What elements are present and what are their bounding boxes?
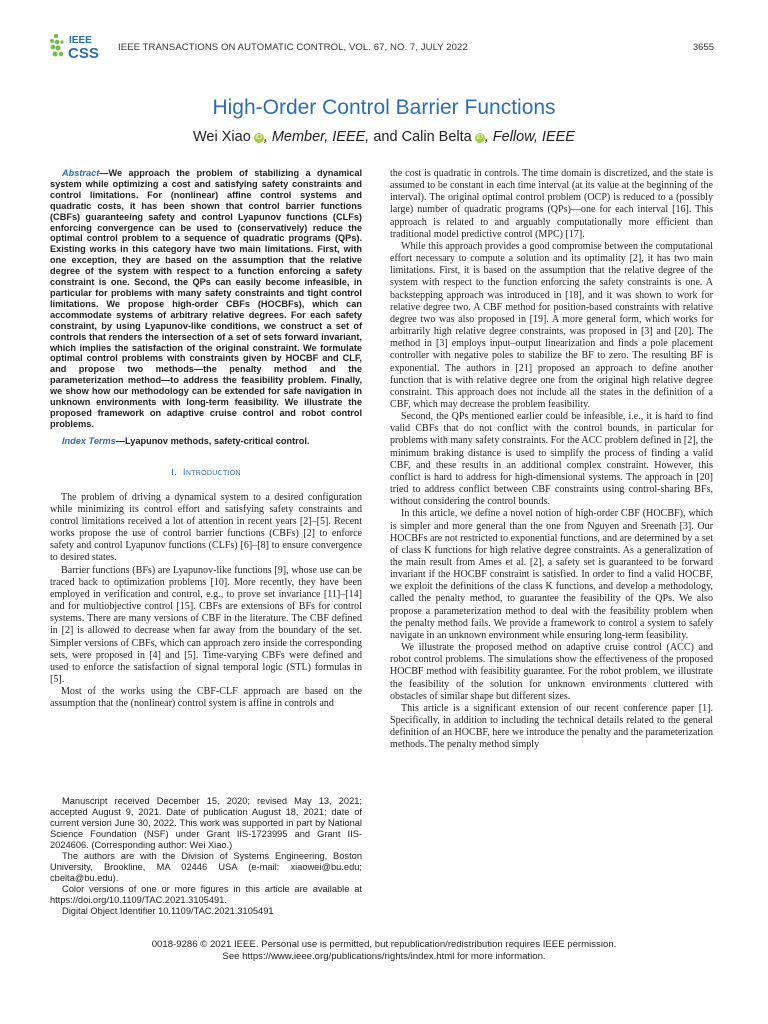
body-paragraph: The problem of driving a dynamical system to a desired configuration while minimizing its control effort and satisfying safety constraints and control limitations received a lot of attention in recent years [2]–[5]. Recent works propose the use of control barrier functions (CBFs) [2] to enforce safety and control Lyapunov functions (CLFs) [6]–[8] to ensure convergence to desired states. <box>50 491 362 564</box>
index-terms <box>50 436 362 447</box>
logo-text-ieee: IEEE <box>69 35 92 46</box>
copyright-footer <box>0 939 768 962</box>
author-line <box>0 129 768 145</box>
footnote-color-figures: Color versions of one or more figures in this article are available at https://doi.org/10.1109/TAC.2021.3105491. <box>50 883 362 905</box>
left-column <box>50 168 362 710</box>
copyright-line: 0018-9286 © 2021 IEEE. Personal use is permitted, but republication/redistribution requires IEEE permission. <box>151 939 617 950</box>
author-2: and Calin Belta <box>369 129 472 145</box>
journal-info: IEEE TRANSACTIONS ON AUTOMATIC CONTROL, VOL. 67, NO. 7, JULY 2022 <box>118 42 468 53</box>
orcid-icon[interactable]: iD <box>255 134 263 141</box>
section-title: Introduction <box>182 466 241 478</box>
index-terms-label: Index Terms <box>62 435 116 446</box>
index-terms-text: —Lyapunov methods, safety-critical control. <box>115 435 310 446</box>
body-paragraph: This article is a significant extension of our recent conference paper [1]. Specifically, in addition to including the technical details related to the general definition of an HOCBF, here we introduce the penalty and the parameterization methods. The penalty method simply <box>390 702 713 751</box>
body-paragraph: In this article, we define a novel notion of high-order CBF (HOCBF), which is simpler and more general than the one from Nguyen and Sreenath [3]. Our HOCBFs are not restricted to exponential functions, and are determined by a set of class K functions for high relative degree constraints. As a generalization of the main result from Ames et al. [2], a safety set is guaranteed to be forward invariant if the HOCBF constraint is satisfied. In order to find a valid HOCBF, we exploit the definitions of the class K functions, and develop a methodology, called the penalty method, to guarantee the feasibility of the QPs. We also propose a parameterization method to deal with the feasibility problem when the penalty method fails. We provide a framework to control a system to safely navigate in an unknown environment while ensuring long-term feasibility. <box>390 508 713 641</box>
ieee-css-logo <box>48 30 108 62</box>
footnote-affiliation: The authors are with the Division of Systems Engineering, Boston University, Brookline, MA 02446 USA (e-mail: xiaowei@bu.edu; cbelta@bu.edu). <box>50 850 362 883</box>
body-paragraph: We illustrate the proposed method on adaptive cruise control (ACC) and robot control problems. The simulations show the effectiveness of the proposed HOCBF method with feasibility guarantee. For the robot problem, we illustrate the feasibility of the solution for unknown environments cluttered with obstacles of similar shape but different sizes. <box>390 642 713 702</box>
body-paragraph: Most of the works using the CBF-CLF approach are based on the assumption that the (nonlinear) control system is affine in controls and <box>50 686 362 710</box>
logo-text-css: CSS <box>68 45 99 62</box>
orcid-icon[interactable]: iD <box>476 134 484 141</box>
body-paragraph: While this approach provides a good compromise between the computational effort necessary to compute a solution and its optimality [2], it has two main limitations. First, it is based on the assumption that the relative degree of the system with respect to the function enforcing the safety constraints is one. A backstepping approach was introduced in [18], and it was shown to work for relative degree two. A CBF method for position-based constraints with relative degree two was also proposed in [19]. A more general form, which works for arbitrarily high relative degree constraints, was proposed in [3] and [20]. The method in [3] employs input–output linearization and finds a pole placement controller with negative poles to stabilize the BF to zero. The resulting BF is exponential. The authors in [21] proposed an approach to define another function that is with relative degree one from the original high relative degree constraint. This approach does not include all the states in the definition of a CBF, which may decrease the problem feasibility. <box>390 240 713 410</box>
page-header <box>44 30 714 64</box>
author-1: Wei Xiao <box>193 129 251 145</box>
page-number: 3655 <box>692 42 714 53</box>
author-1-role: , Member, IEEE, <box>263 129 370 145</box>
footnote-manuscript: Manuscript received December 15, 2020; revised May 13, 2021; accepted August 9, 2021. Date of publication August 18, 2021; date of current version June 30, 2022. This work was supported in part by National Science Foundation (NSF) under Grant IIS-1723995 and Grant IIS-2024606. (Corresponding author: Wei Xiao.) <box>50 796 362 850</box>
paper-title: High-Order Control Barrier Functions <box>212 96 556 119</box>
first-page-footnote <box>50 796 362 916</box>
right-column <box>390 168 713 752</box>
abstract-label: Abstract <box>62 168 100 178</box>
author-2-role: , Fellow, IEEE <box>484 129 575 145</box>
section-number: I. <box>171 466 178 478</box>
abstract <box>50 168 362 430</box>
body-paragraph: the cost is quadratic in controls. The time domain is discretized, and the state is assumed to be constant in each time interval (at its value at the beginning of the interval). The original optimal control problem (OCP) is reduced to a (possibly large) number of quadratic programs (QPs)—one for each interval [16]. This approach is related to and arguably computationally more efficient than traditional model predictive control (MPC) [17]. <box>390 168 713 240</box>
body-paragraph: Barrier functions (BFs) are Lyapunov-like functions [9], whose use can be traced back to optimization problems [10]. More recently, they have been employed in verification and control, e.g., to prove set invariance [11]–[14] and for multiobjective control [15]. CBFs are extensions of BFs for control systems. There are many versions of CBF in the literature. The CBF defined in [2] is allowed to decrease when far away from the boundary of the set. Simpler versions of CBFs, which can approach zero inside the corresponding sets, were proposed in [4] and [5]. Time-varying CBFs were defined and used to enforce the satisfaction of signal temporal logic (STL) formulas in [5]. <box>50 564 362 685</box>
section-heading-introduction <box>50 467 362 478</box>
footnote-doi: Digital Object Identifier 10.1109/TAC.2021.3105491 <box>62 905 274 916</box>
rights-link-line: See https://www.ieee.org/publications/rights/index.html for more information. <box>222 950 546 962</box>
body-paragraph: Second, the QPs mentioned earlier could be infeasible, i.e., it is hard to find valid CBFs that do not conflict with the control bounds, in particular for problems with many safety constraints. For the ACC problem defined in [2], the minimum braking distance is used to simplify the process of finding a valid CBF, and these results in an additional complex constraint. However, this conflict is hard to address for high-dimensional systems. The approach in [20] tried to address conflict between CBF constraints using control-sharing BFs, without considering the control bounds. <box>390 411 713 508</box>
abstract-text: —We approach the problem of stabilizing a dynamical system while optimizing a cost and satisfying safety constraints and control limitations. For (nonlinear) affine control systems and quadratic costs, it has been shown that control barrier functions (CBFs) guaranteeing safety and control Lyapunov functions (CLFs) enforcing convergence can be used to (conservatively) reduce the optimal control problem to a sequence of quadratic programs (QPs). Existing works in this category have two main limitations. First, with one exception, they are based on the assumption that the relative degree of the system with respect to a function enforcing a safety constraint is one. Second, the QPs can easily become infeasible, in particular for problems with many safety constraints and tight control limitations. We propose high-order CBFs (HOCBFs), which can accommodate systems of arbitrary relative degrees. For each safety constraint, by using Lyapunov-like conditions, we construct a set of controls that renders the intersection of a set of sets forward invariant, which implies the satisfaction of the original constraint. We formulate optimal control problems with constraints given by HOCBF and CLF, and propose two methods—the penalty method and the parameterization method—to address the feasibility problem. Finally, we show how our methodology can be extended for safe navigation in unknown environments with long-term feasibility. We illustrate the proposed framework on adaptive cruise control and robot control problems. <box>50 168 362 429</box>
